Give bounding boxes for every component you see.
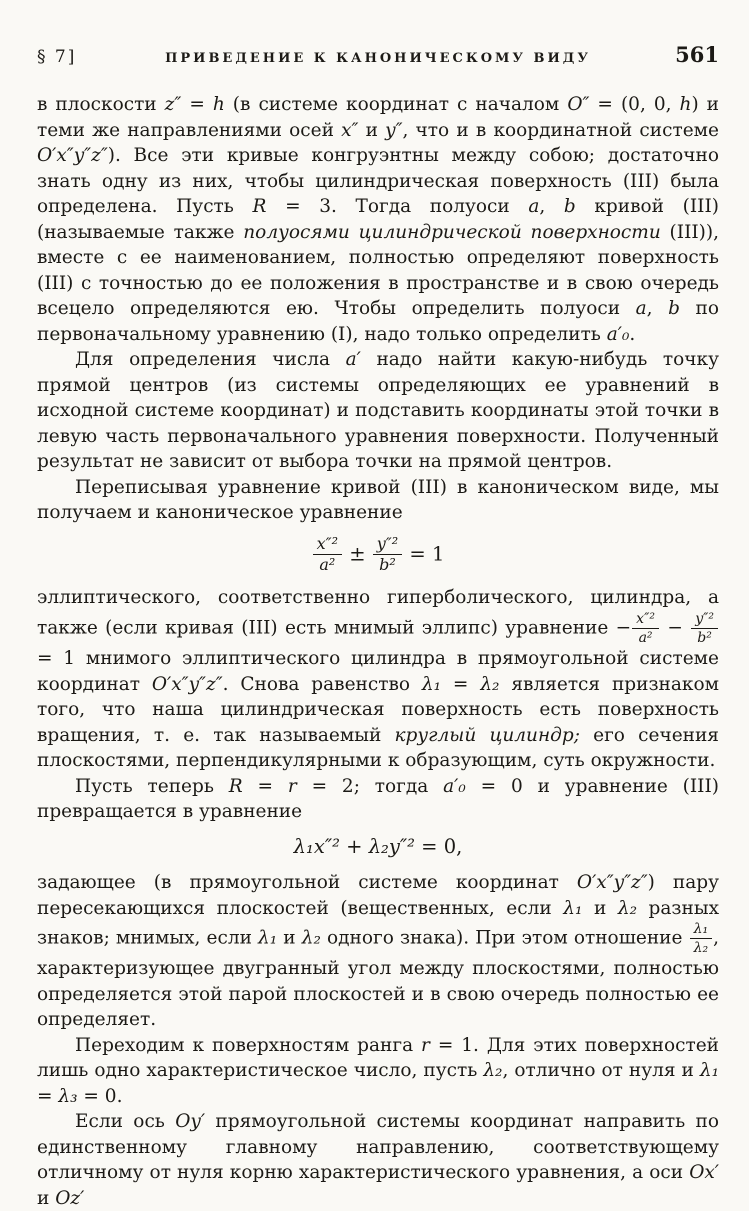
text-segment: λ₂y″² (368, 834, 415, 858)
text-segment: λ₁ (699, 1060, 720, 1082)
text-segment: надо найти какую-нибудь точку прямой центров (из системы определяющих ее уравнений в исходной системе координат) и подставить координаты этой точки в левую часть первоначального уравнения поверхности. Полученный результат не зависит от выбора точки на прямой центров. (37, 349, 719, 472)
text-segment: его сечения плоскостями, перпендикулярными к образующим, суть окружности. (37, 724, 719, 772)
paragraph (37, 92, 719, 347)
text-segment: полуосями цилиндрической поверхности (243, 221, 661, 243)
text-segment: Oz′ (55, 1187, 85, 1209)
text-segment: + (339, 834, 369, 858)
text-segment: λ₂ (301, 927, 321, 949)
text-segment: ± (343, 541, 372, 565)
text-segment: λ₁ (258, 927, 278, 949)
text-segment: эллиптического, соответственно гиперболического, цилиндра, а также (если кривая (III) есть мнимый эллипс) уравнение − (37, 587, 719, 639)
text-segment: Если ось (75, 1111, 176, 1133)
text-segment: одного знака). При этом отношение (320, 927, 689, 949)
text-segment: x″ (341, 119, 359, 141)
text-segment: , (539, 196, 564, 217)
paragraph (37, 475, 719, 526)
page-number: 561 (675, 42, 719, 67)
fraction-numerator: y″² (691, 611, 718, 629)
text-segment: = 1 (403, 541, 445, 565)
text-segment: λ₁ (421, 673, 442, 695)
text-segment: λ₁x″² (293, 834, 340, 858)
text-segment: = (37, 1085, 59, 1107)
paragraph (37, 1109, 719, 1211)
text-segment: λ₁ (563, 897, 583, 919)
inline-fraction (632, 611, 659, 646)
fraction-denominator: b² (379, 554, 396, 574)
text-segment: = (242, 775, 288, 797)
text-segment: разных знаков; мнимых, если (37, 897, 720, 949)
text-segment: является признаком того, что наша цилиндрическая поверхность есть поверхность вращения, т. е. так называемый (37, 673, 720, 746)
text-segment: λ₃ (58, 1085, 78, 1107)
section-number: § 7] (37, 47, 77, 67)
text-segment: , характеризующее двугранный угол между плоскостями, полностью определяется этой парой плоскостей и в свою очередь полностью ее определяет. (37, 927, 720, 1031)
inline-fraction (691, 611, 718, 646)
inline-fraction (313, 535, 342, 575)
text-segment: R (252, 196, 267, 217)
text-segment: a (635, 298, 647, 319)
text-segment: и (37, 1187, 56, 1209)
text-segment: a (528, 196, 540, 217)
text-segment: a′ (345, 349, 361, 370)
text-segment: , отлично от нуля и (502, 1060, 700, 1082)
text-segment: = (0, 0, (589, 94, 680, 115)
text-segment: = 0 и уравнение (III) превращается в уравнение (37, 775, 720, 823)
text-segment: круглый цилиндр; (394, 724, 580, 746)
inline-fraction (373, 535, 402, 575)
text-segment: ). Все эти кривые конгруэнтны между собою; достаточно знать одну из них, чтобы цилиндрическая поверхность (III) была определена. Пусть (37, 145, 719, 217)
text-segment: = 0, (414, 834, 463, 858)
text-segment: Ox′ (689, 1162, 719, 1184)
text-segment: r (421, 1034, 430, 1056)
text-segment: (III)), вместе с ее наименованием, полностью определяют поверхность (III) с точностью до ее положения в пространстве и в свою очередь всецело определяются ею. Чтобы определить полуоси (37, 221, 719, 319)
text-segment: и (277, 927, 302, 949)
text-segment: и (358, 119, 386, 141)
text-segment: O′x″y″z″ (576, 872, 648, 894)
text-segment: = 0. (77, 1085, 123, 1107)
display-formula (37, 535, 719, 575)
display-formula (37, 834, 719, 860)
text-segment: b (563, 196, 576, 217)
text-segment: Пусть теперь (75, 775, 229, 797)
text-segment: . Снова равенство (222, 673, 422, 695)
fraction-numerator: y″² (373, 535, 402, 555)
text-segment: y″ (385, 119, 403, 141)
text-segment: Oy′ (175, 1111, 206, 1133)
text-segment: a′₀ (443, 775, 466, 797)
text-segment: = (441, 673, 481, 695)
text-segment: Переходим к поверхностям ранга (75, 1034, 422, 1056)
text-segment: O′x″y″z″ (37, 145, 108, 166)
text-segment: ) и теми же направлениями осей (37, 94, 720, 141)
text-segment: , (646, 298, 669, 319)
text-segment: h (212, 94, 225, 115)
text-segment: в плоскости (37, 94, 165, 115)
fraction-numerator: λ₁ (690, 921, 713, 939)
text-segment: = (181, 94, 213, 115)
fraction-denominator: a² (638, 629, 653, 646)
text-segment: задающее (в прямоугольной системе координат (37, 872, 577, 894)
text-segment: = 1 мнимого эллиптического цилиндра в прямоугольной системе координат (37, 648, 719, 695)
fraction-denominator: a² (319, 554, 336, 574)
text-segment: O″ (567, 94, 590, 115)
fraction-numerator: x″² (313, 535, 342, 555)
running-head (37, 42, 719, 67)
fraction-denominator: λ₂ (693, 940, 709, 957)
inline-fraction (690, 921, 713, 956)
text-segment: λ₂ (483, 1060, 503, 1082)
text-segment: = 2; тогда (296, 775, 444, 797)
text-segment: . (629, 323, 636, 345)
text-segment: , что и в координатной системе (402, 119, 719, 141)
text-segment: z″ (164, 94, 182, 115)
fraction-numerator: x″² (632, 611, 659, 629)
text-segment: ) пару пересекающихся плоскостей (вещественных, если (37, 872, 719, 919)
page-body (37, 92, 719, 1211)
fraction-denominator: b² (697, 629, 712, 646)
text-segment: b (668, 298, 680, 319)
text-segment: h (679, 94, 692, 115)
text-segment: = 1. Для этих поверхностей лишь одно характеристическое число, пусть (37, 1034, 720, 1082)
text-segment: и (582, 897, 618, 919)
text-segment: a′₀ (606, 323, 630, 345)
text-segment: λ₂ (617, 897, 637, 919)
text-segment: λ₂ (480, 673, 500, 695)
paragraph (37, 347, 719, 475)
paragraph (37, 585, 719, 773)
text-segment: прямоугольной системы координат направить по единственному главному направлению, соответствующему отличному от нуля корню характеристического уравнения, а оси (37, 1111, 720, 1184)
paragraph (37, 1033, 719, 1110)
text-segment: (в системе координат с началом (224, 94, 568, 115)
text-segment: r (287, 775, 297, 797)
running-title: ПРИВЕДЕНИЕ К КАНОНИЧЕСКОМУ ВИДУ (165, 51, 591, 66)
text-segment: кривой (III) (называемые также (37, 196, 719, 243)
text-segment: = 3. Тогда полуоси (266, 196, 529, 217)
text-segment: Для определения числа (75, 349, 346, 370)
paragraph (37, 774, 719, 825)
text-segment: R (228, 775, 243, 797)
text-segment: по первоначальному уравнению (I), надо только определить (37, 298, 720, 345)
text-segment: Переписывая уравнение кривой (III) в каноническом виде, мы получаем и каноническое уравнение (37, 476, 719, 523)
text-segment: O′x″y″z″ (151, 673, 223, 695)
paragraph (37, 870, 719, 1033)
text-segment: − (659, 617, 691, 639)
